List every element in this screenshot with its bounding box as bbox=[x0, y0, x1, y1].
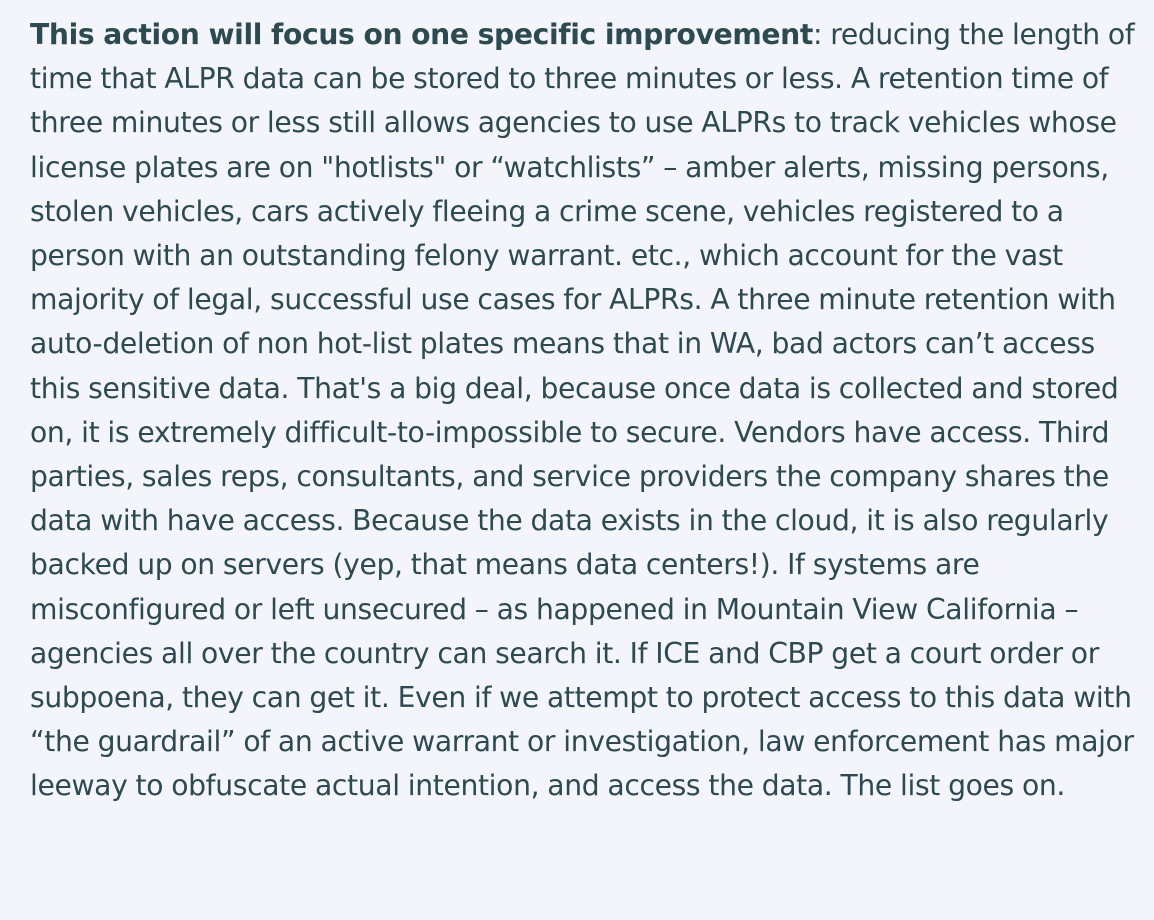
paragraph-text: : reducing the length of time that ALPR data can be stored to three minutes or less. A retention time of three minutes or less still allows agencies to use ALPRs to track vehicles whose license plates are on "hotlists" or “watchlists” – amber alerts, missing persons, stolen vehicles, cars actively fleeing a crime scene, vehicles registered to a person with an outstanding felony warrant. etc., which account for the vast majority of legal, successful use cases for ALPRs. A three minute retention with auto-deletion of non hot-list plates means that in WA, bad actors can’t access this sensitive data. That's a big deal, because once data is collected and stored on, it is extremely difficult-to-impossible to secure. Vendors have access. Third parties, sales reps, consultants, and service providers the company shares the data with have access. Because the data exists in the cloud, it is also regularly backed up on servers (yep, that means data centers!). If systems are misconfigured or left unsecured – as happened in Mountain View California – agencies all over the country can search it. If ICE and CBP get a court order or subpoena, they can get it. Even if we attempt to protect access to this data with “the guardrail” of an active warrant or investigation, law enforcement has major leeway to obfuscate actual intention, and access the data. The list goes on. bbox=[30, 18, 1135, 803]
lead-bold-text: This action will focus on one specific improvement bbox=[30, 18, 813, 51]
body-paragraph bbox=[30, 13, 1140, 809]
